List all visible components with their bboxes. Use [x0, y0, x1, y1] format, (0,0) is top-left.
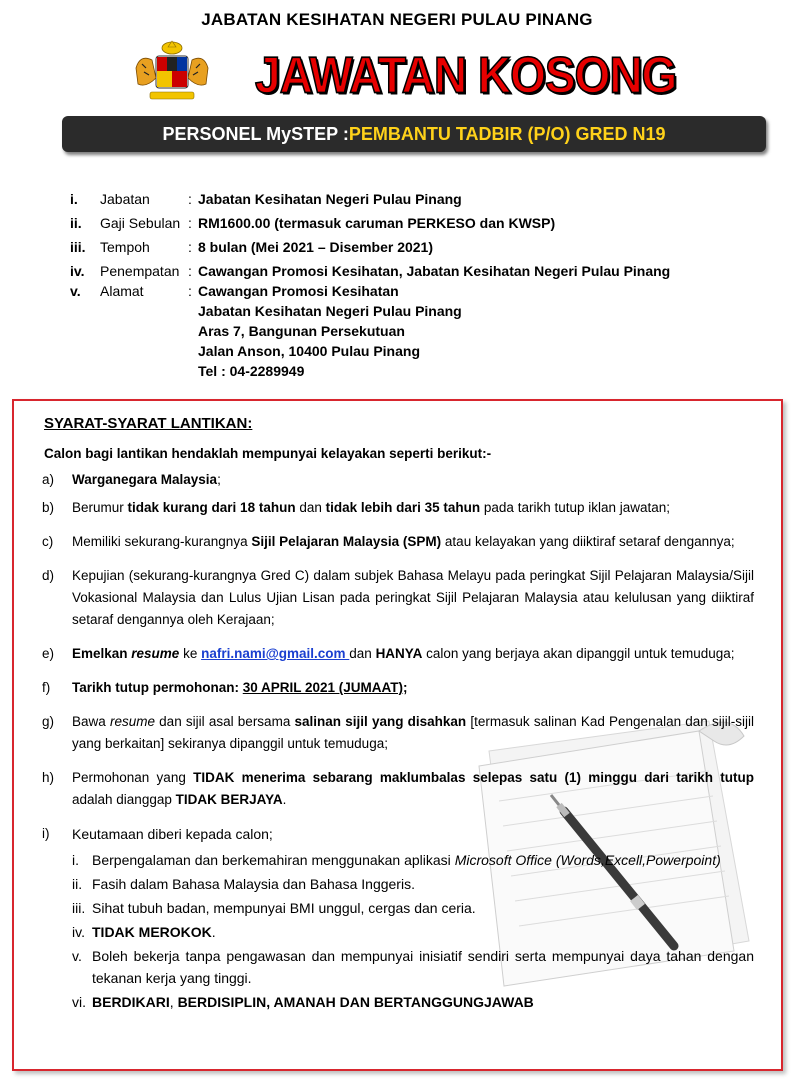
sub-text: Sihat tubuh badan, mempunyai BMI unggul, cergas dan ceria. — [92, 900, 476, 916]
item-marker: g) — [42, 714, 55, 729]
info-row — [70, 237, 760, 257]
info-number: v. — [70, 283, 81, 299]
item-text: Emelkan resume ke nafri.nami@gmail.com dan HANYA calon yang berjaya akan dipanggil untuk temuduga; — [72, 646, 735, 661]
requirement-item — [42, 469, 754, 491]
requirement-item — [42, 531, 754, 553]
sub-text: BERDIKARI, BERDISIPLIN, AMANAH DAN BERTANGGUNGJAWAB — [92, 994, 534, 1010]
requirement-item — [42, 497, 754, 519]
item-marker: b) — [42, 500, 55, 515]
item-marker: f) — [42, 680, 51, 695]
preference-item — [72, 873, 754, 895]
item-marker: c) — [42, 534, 54, 549]
address-line: Aras 7, Bangunan Persekutuan — [198, 323, 405, 339]
job-info-list — [70, 189, 760, 381]
sub-text: Fasih dalam Bahasa Malaysia dan Bahasa Inggeris. — [92, 876, 415, 892]
preference-item — [72, 945, 754, 989]
preference-sublist — [72, 849, 754, 1013]
item-text: Permohonan yang TIDAK menerima sebarang maklumbalas selepas satu (1) minggu dari tarikh tutup adalah dianggap TIDAK BERJAYA. — [72, 770, 755, 807]
sub-text: Boleh bekerja tanpa pengawasan dan mempunyai inisiatif sendiri serta mempunyai daya tahan dengan tekanan kerja yang tinggi. — [92, 948, 754, 986]
item-marker: a) — [42, 472, 55, 487]
info-label: Tempoh — [100, 239, 150, 255]
item-marker: h) — [42, 770, 55, 785]
requirements-title: SYARAT-SYARAT LANTIKAN: — [44, 415, 253, 432]
sub-marker: iv. — [72, 924, 85, 940]
item-text: Kepujian (sekurang-kurangnya Gred C) dalam subjek Bahasa Melayu pada peringkat Sijil Pelajaran Malaysia/Sijil Vokasional Malaysia dan Lulus Ujian Lisan pada peringkat Sijil Pelajaran Malaysia atau kelulusan yang diiktiraf setaraf dengannya oleh Kerajaan; — [72, 568, 754, 627]
item-text: Bawa resume dan sijil asal bersama salinan sijil yang disahkan [termasuk salinan Kad Pengenalan dan sijil-sijil yang berkaitan] sekiranya dipanggil untuk temuduga; — [72, 714, 755, 751]
info-colon: : — [188, 239, 192, 255]
vacancy-headline: JAWATAN KOSONG — [255, 46, 677, 104]
department-title: JABATAN KESIHATAN NEGERI PULAU PINANG — [201, 10, 593, 29]
item-marker: i) — [42, 826, 50, 841]
requirements-box — [12, 399, 783, 1071]
address-line: Jabatan Kesihatan Negeri Pulau Pinang — [198, 303, 462, 319]
preference-item — [72, 849, 754, 871]
sub-marker: v. — [72, 948, 82, 964]
address-line: Jalan Anson, 10400 Pulau Pinang — [198, 343, 420, 359]
info-value: RM1600.00 (termasuk caruman PERKESO dan KWSP) — [198, 215, 556, 231]
banner-position: PEMBANTU TADBIR (P/O) GRED N19 — [348, 123, 666, 144]
email-link[interactable]: nafri.nami@gmail.com — [201, 646, 350, 661]
info-label: Alamat — [100, 283, 144, 299]
info-row — [70, 281, 760, 301]
requirements-list — [42, 469, 754, 1015]
info-number: ii. — [70, 215, 82, 231]
requirement-item — [42, 711, 754, 755]
banner-prefix: PERSONEL MySTEP : — [162, 123, 349, 144]
sub-text: Berpengalaman dan berkemahiran menggunakan aplikasi Microsoft Office (Words,Excell,Powerpoint) — [92, 852, 721, 868]
malaysia-coat-of-arms-logo — [128, 38, 216, 106]
info-number: i. — [70, 191, 78, 207]
sub-marker: vi. — [72, 994, 86, 1010]
requirement-item — [42, 823, 754, 845]
info-colon: : — [188, 191, 192, 207]
sub-marker: ii. — [72, 876, 83, 892]
info-label: Jabatan — [100, 191, 150, 207]
requirement-item — [42, 677, 754, 699]
item-text: Berumur tidak kurang dari 18 tahun dan tidak lebih dari 35 tahun pada tarikh tutup iklan jawatan; — [72, 500, 671, 515]
sub-marker: i. — [72, 852, 79, 868]
position-banner — [62, 116, 766, 152]
info-value: 8 bulan (Mei 2021 – Disember 2021) — [198, 239, 433, 255]
preference-item — [72, 991, 754, 1013]
info-colon: : — [188, 263, 192, 279]
info-value: Jabatan Kesihatan Negeri Pulau Pinang — [198, 191, 462, 207]
info-colon: : — [188, 215, 192, 231]
preference-item — [72, 921, 754, 943]
item-marker: e) — [42, 646, 55, 661]
info-row — [70, 189, 760, 209]
item-text: Tarikh tutup permohonan: 30 APRIL 2021 (JUMAAT); — [72, 680, 408, 695]
info-label: Penempatan — [100, 263, 180, 279]
info-number: iv. — [70, 263, 85, 279]
item-marker: d) — [42, 568, 55, 583]
info-value: Cawangan Promosi Kesihatan, Jabatan Kesihatan Negeri Pulau Pinang — [198, 263, 671, 279]
info-number: iii. — [70, 239, 86, 255]
info-row — [70, 261, 760, 281]
item-text: Memiliki sekurang-kurangnya Sijil Pelajaran Malaysia (SPM) atau kelayakan yang diiktiraf setaraf dengannya; — [72, 534, 735, 549]
requirement-item — [42, 643, 754, 665]
info-row — [70, 213, 760, 233]
sub-text: TIDAK MEROKOK. — [92, 924, 216, 940]
requirement-item — [42, 767, 754, 811]
item-text: Warganegara Malaysia; — [72, 472, 221, 487]
phone-line: Tel : 04-2289949 — [198, 363, 305, 379]
preference-item — [72, 897, 754, 919]
info-label: Gaji Sebulan — [100, 215, 181, 231]
requirements-intro: Calon bagi lantikan hendaklah mempunyai kelayakan seperti berikut:- — [44, 446, 492, 461]
info-value: Cawangan Promosi Kesihatan — [198, 283, 399, 299]
item-text: Keutamaan diberi kepada calon; — [72, 826, 273, 842]
info-colon: : — [188, 283, 192, 299]
requirement-item — [42, 565, 754, 631]
sub-marker: iii. — [72, 900, 86, 916]
